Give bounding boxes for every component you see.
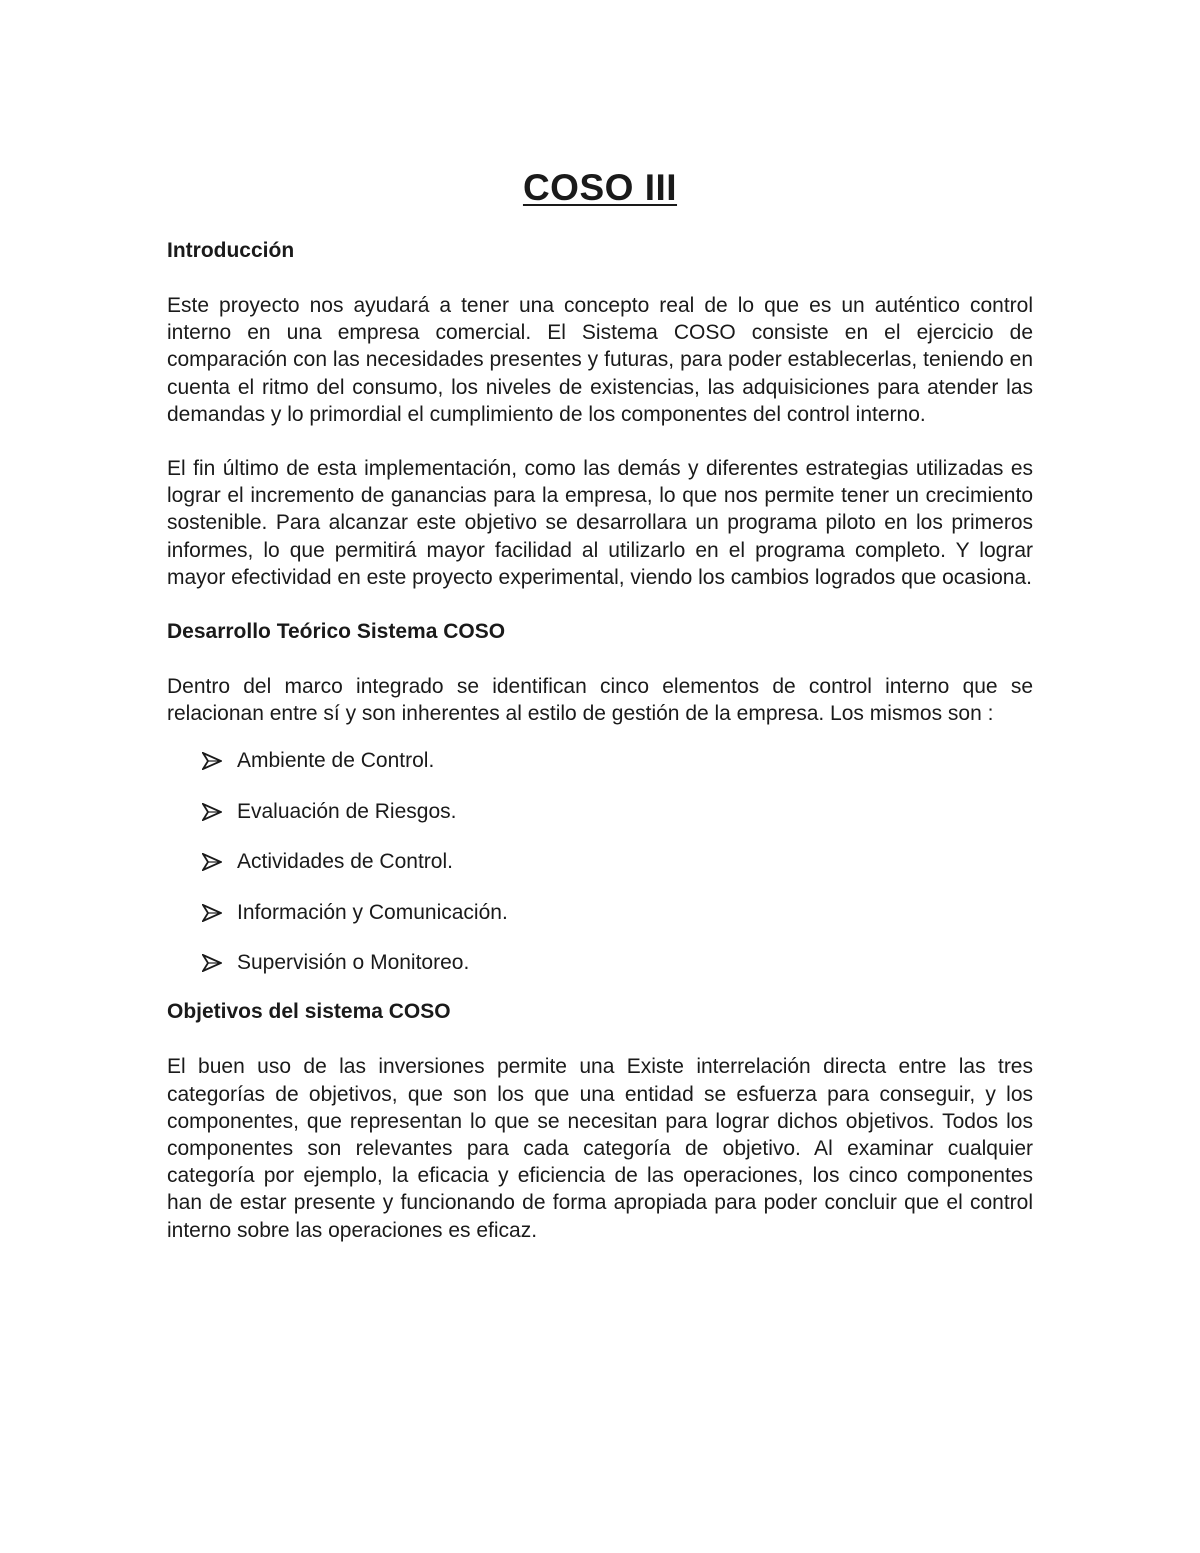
section-heading-objetivos: Objetivos del sistema COSO (167, 1000, 451, 1024)
list-item (167, 747, 1033, 774)
list-item-text: Evaluación de Riesgos. (237, 799, 457, 823)
list-item-text: Ambiente de Control. (237, 749, 435, 773)
arrowhead-bullet-icon (202, 803, 222, 821)
list-item (167, 848, 1033, 875)
list-item-text: Supervisión o Monitoreo. (237, 951, 470, 975)
arrowhead-bullet-icon (202, 752, 222, 770)
section-heading-introduccion: Introducción (167, 239, 295, 262)
list-item (167, 798, 1033, 825)
list-item-text: Actividades de Control. (237, 850, 453, 874)
document-content (167, 165, 1033, 1271)
list-item-text: Información y Comunicación. (237, 900, 508, 924)
arrowhead-bullet-icon (202, 954, 222, 972)
paragraph: Este proyecto nos ayudará a tener una concepto real de lo que es un auténtico control interno en una empresa comercial. El Sistema COSO consiste en el ejercicio de comparación con las necesidades presentes y futuras, para poder establecerlas, teniendo en cuenta el ritmo del consumo, los niveles de existencias, las adquisiciones para atender las demandas y lo primordial el cumplimiento de los componentes del control interno. (167, 294, 1033, 426)
list-item (167, 899, 1033, 926)
paragraph: El buen uso de las inversiones permite una Existe interrelación directa entre las tres categorías de objetivos, que son los que una entidad se esfuerza para conseguir, y los componentes, que representan lo que se necesitan para lograr dichos objetivos. Todos los componentes son relevantes para cada categoría de objetivo. Al examinar cualquier categoría por ejemplo, la eficacia y eficiencia de las operaciones, los cinco componentes han de estar presente y funcionando de forma apropiada para poder concluir que el control interno sobre las operaciones es eficaz. (167, 1055, 1033, 1242)
arrowhead-bullet-icon (202, 904, 222, 922)
arrowhead-bullet-icon (202, 853, 222, 871)
paragraph: Dentro del marco integrado se identifican cinco elementos de control interno que se relacionan entre sí y son inherentes al estilo de gestión de la empresa. Los mismos son : (167, 675, 1033, 726)
list-item (167, 949, 1033, 976)
section-heading-desarrollo: Desarrollo Teórico Sistema COSO (167, 620, 506, 644)
paragraph: El fin último de esta implementación, como las demás y diferentes estrategias utilizadas es lograr el incremento de ganancias para la empresa, lo que nos permite tener un crecimiento sostenible. Para alcanzar este objetivo se desarrollara un programa piloto en los primeros informes, lo que permitirá mayor facilidad al utilizarlo en el programa completo. Y lograr mayor efectividad en este proyecto experimental, viendo los cambios logrados que ocasiona. (167, 457, 1033, 589)
components-list (167, 747, 1033, 976)
document-title: COSO III (522, 167, 678, 208)
